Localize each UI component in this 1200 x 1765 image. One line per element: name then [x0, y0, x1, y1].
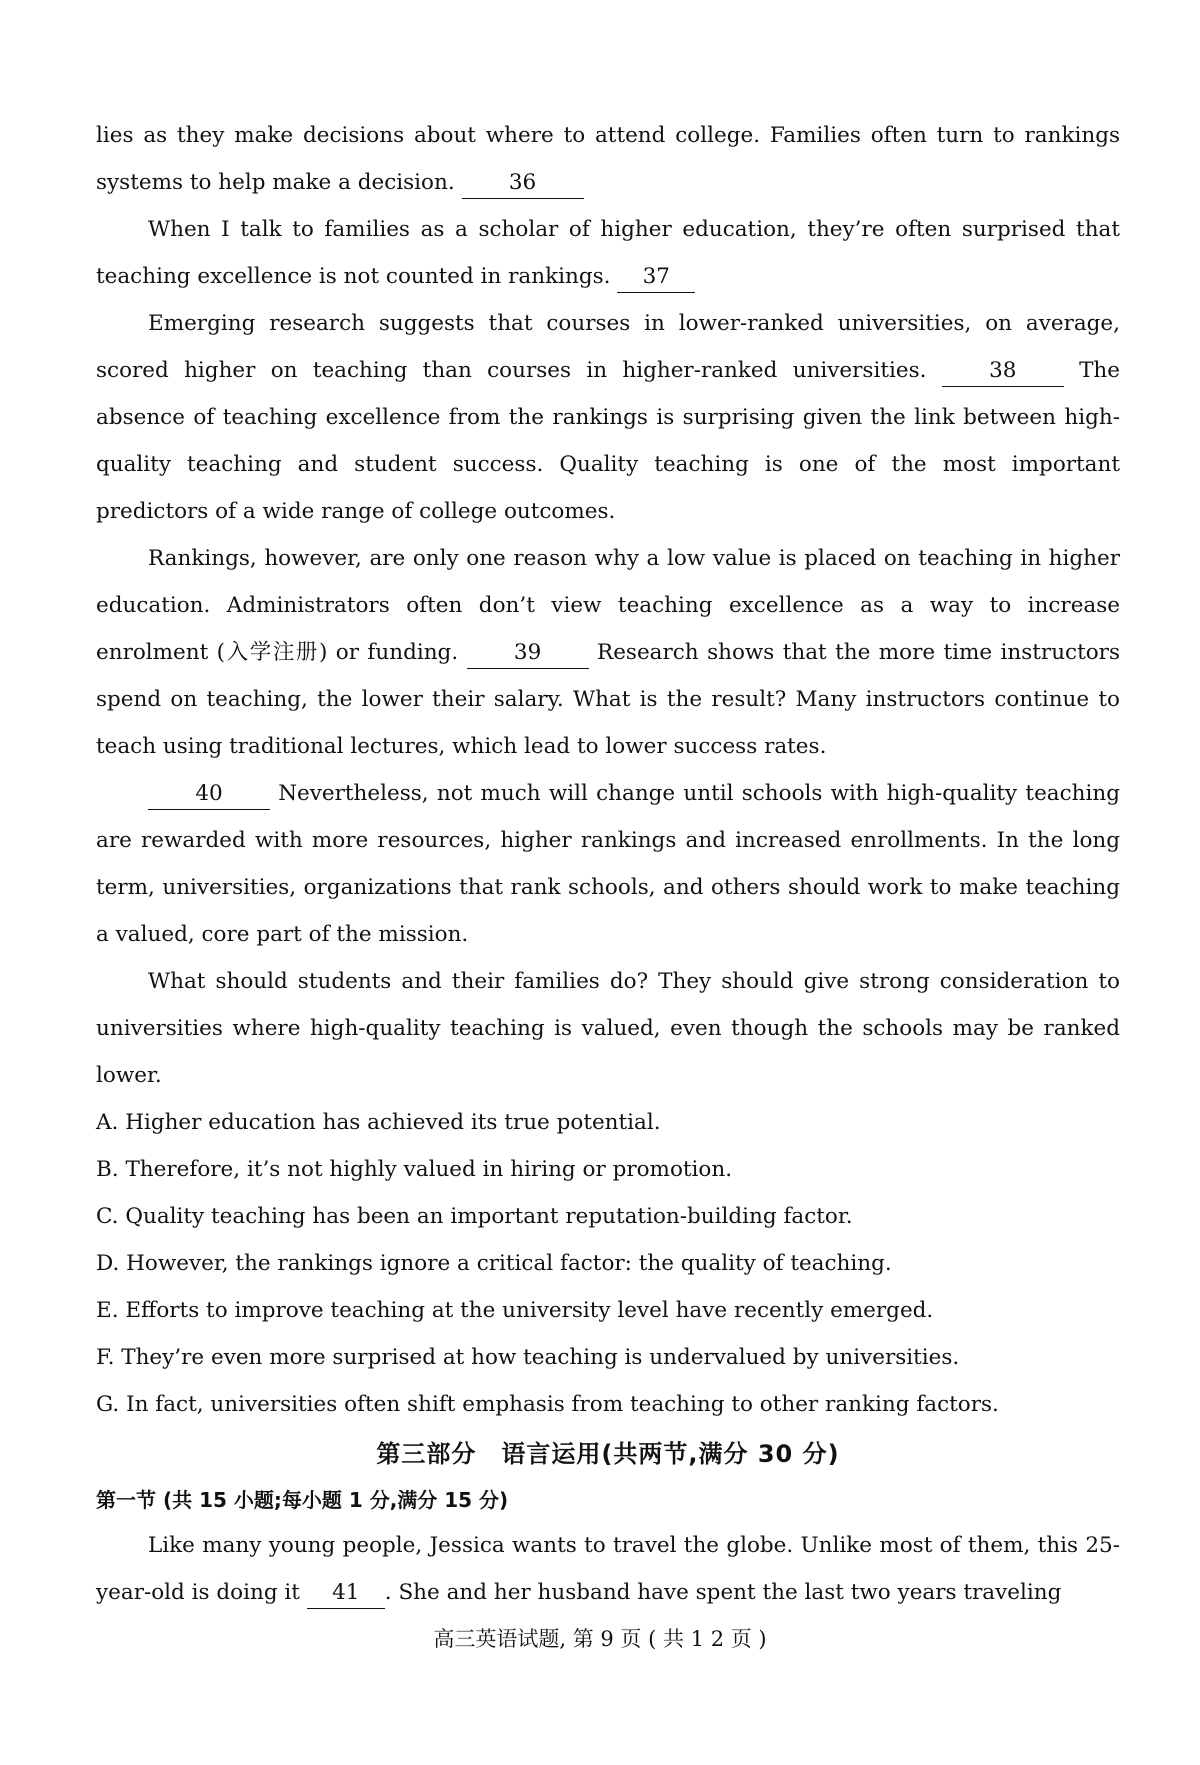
page-footer: 高三英语试题, 第 9 页 ( 共 1 2 页 )	[433, 1627, 767, 1651]
blank-41: 41	[307, 1578, 385, 1609]
blank-36: 36	[462, 168, 584, 199]
paragraph-text: Research shows that the more time instructors spend on teaching, the lower their salary. What is the result? Many instructors continue to teach using traditional lectures, which lead to lower success rates.	[96, 640, 1120, 759]
paragraph-text: When I talk to families as a scholar of higher education, they’re often surprised that teaching excellence is not counted in rankings.	[96, 217, 1120, 289]
section-one-title: 第一节 (共 15 小题;每小题 1 分,满分 15 分)	[96, 1488, 509, 1512]
option-g: G. In fact, universities often shift emphasis from teaching to other ranking factors.	[96, 1392, 999, 1417]
passage-paragraph-4	[96, 535, 1120, 770]
paragraph-text: Nevertheless, not much will change until schools with high-quality teaching are rewarded with more resources, higher rankings and increased enrollments. In the long term, universities, organizations that rank schools, and others should work to make teaching a valued, core part of the mission.	[96, 781, 1120, 947]
blank-39: 39	[467, 638, 589, 669]
option-a: A. Higher education has achieved its true potential.	[96, 1110, 661, 1135]
blank-40: 40	[148, 779, 270, 810]
paragraph-text: Rankings, however, are only one reason why a low value is placed on teaching in higher education. Administrators often don’t view teaching excellence as a way to increase enrolment (入学注册) or funding.	[96, 546, 1120, 665]
passage-paragraph-2	[96, 206, 1120, 300]
answer-options	[96, 1099, 1120, 1428]
passage-paragraph-1	[96, 112, 1120, 206]
blank-37: 37	[617, 262, 695, 293]
part-three-title: 第三部分 语言运用(共两节,满分 30 分)	[376, 1440, 840, 1468]
option-c: C. Quality teaching has been an important reputation-building factor.	[96, 1204, 853, 1229]
option-f: F. They’re even more surprised at how teaching is undervalued by universities.	[96, 1345, 960, 1370]
passage-paragraph-5	[96, 770, 1120, 958]
paragraph-text: Emerging research suggests that courses in lower-ranked universities, on average, scored higher on teaching than courses in higher-ranked universities.	[96, 311, 1120, 383]
option-d: D. However, the rankings ignore a critical factor: the quality of teaching.	[96, 1251, 892, 1276]
paragraph-text: lies as they make decisions about where to attend college. Families often turn to rankings systems to help make a decision.	[96, 123, 1120, 195]
passage-paragraph-6: What should students and their families do? They should give strong consideration to universities where high-quality teaching is valued, even though the schools may be ranked lower.	[96, 969, 1120, 1088]
option-b: B. Therefore, it’s not highly valued in hiring or promotion.	[96, 1157, 733, 1182]
page-content	[96, 112, 1120, 1616]
paragraph-text: Like many young people, Jessica wants to travel the globe. Unlike most of them, this 25-year-old is doing it	[96, 1533, 1120, 1605]
paragraph-text: . She and her husband have spent the last two years traveling	[384, 1580, 1062, 1605]
paragraph-text: The absence of teaching excellence from the rankings is surprising given the link between high-quality teaching and student success. Quality teaching is one of the most important predictors of a wide range of college outcomes.	[96, 358, 1120, 524]
option-e: E. Efforts to improve teaching at the university level have recently emerged.	[96, 1298, 934, 1323]
cloze-paragraph-1	[96, 1522, 1120, 1616]
blank-38: 38	[942, 356, 1064, 387]
passage-paragraph-3	[96, 300, 1120, 535]
